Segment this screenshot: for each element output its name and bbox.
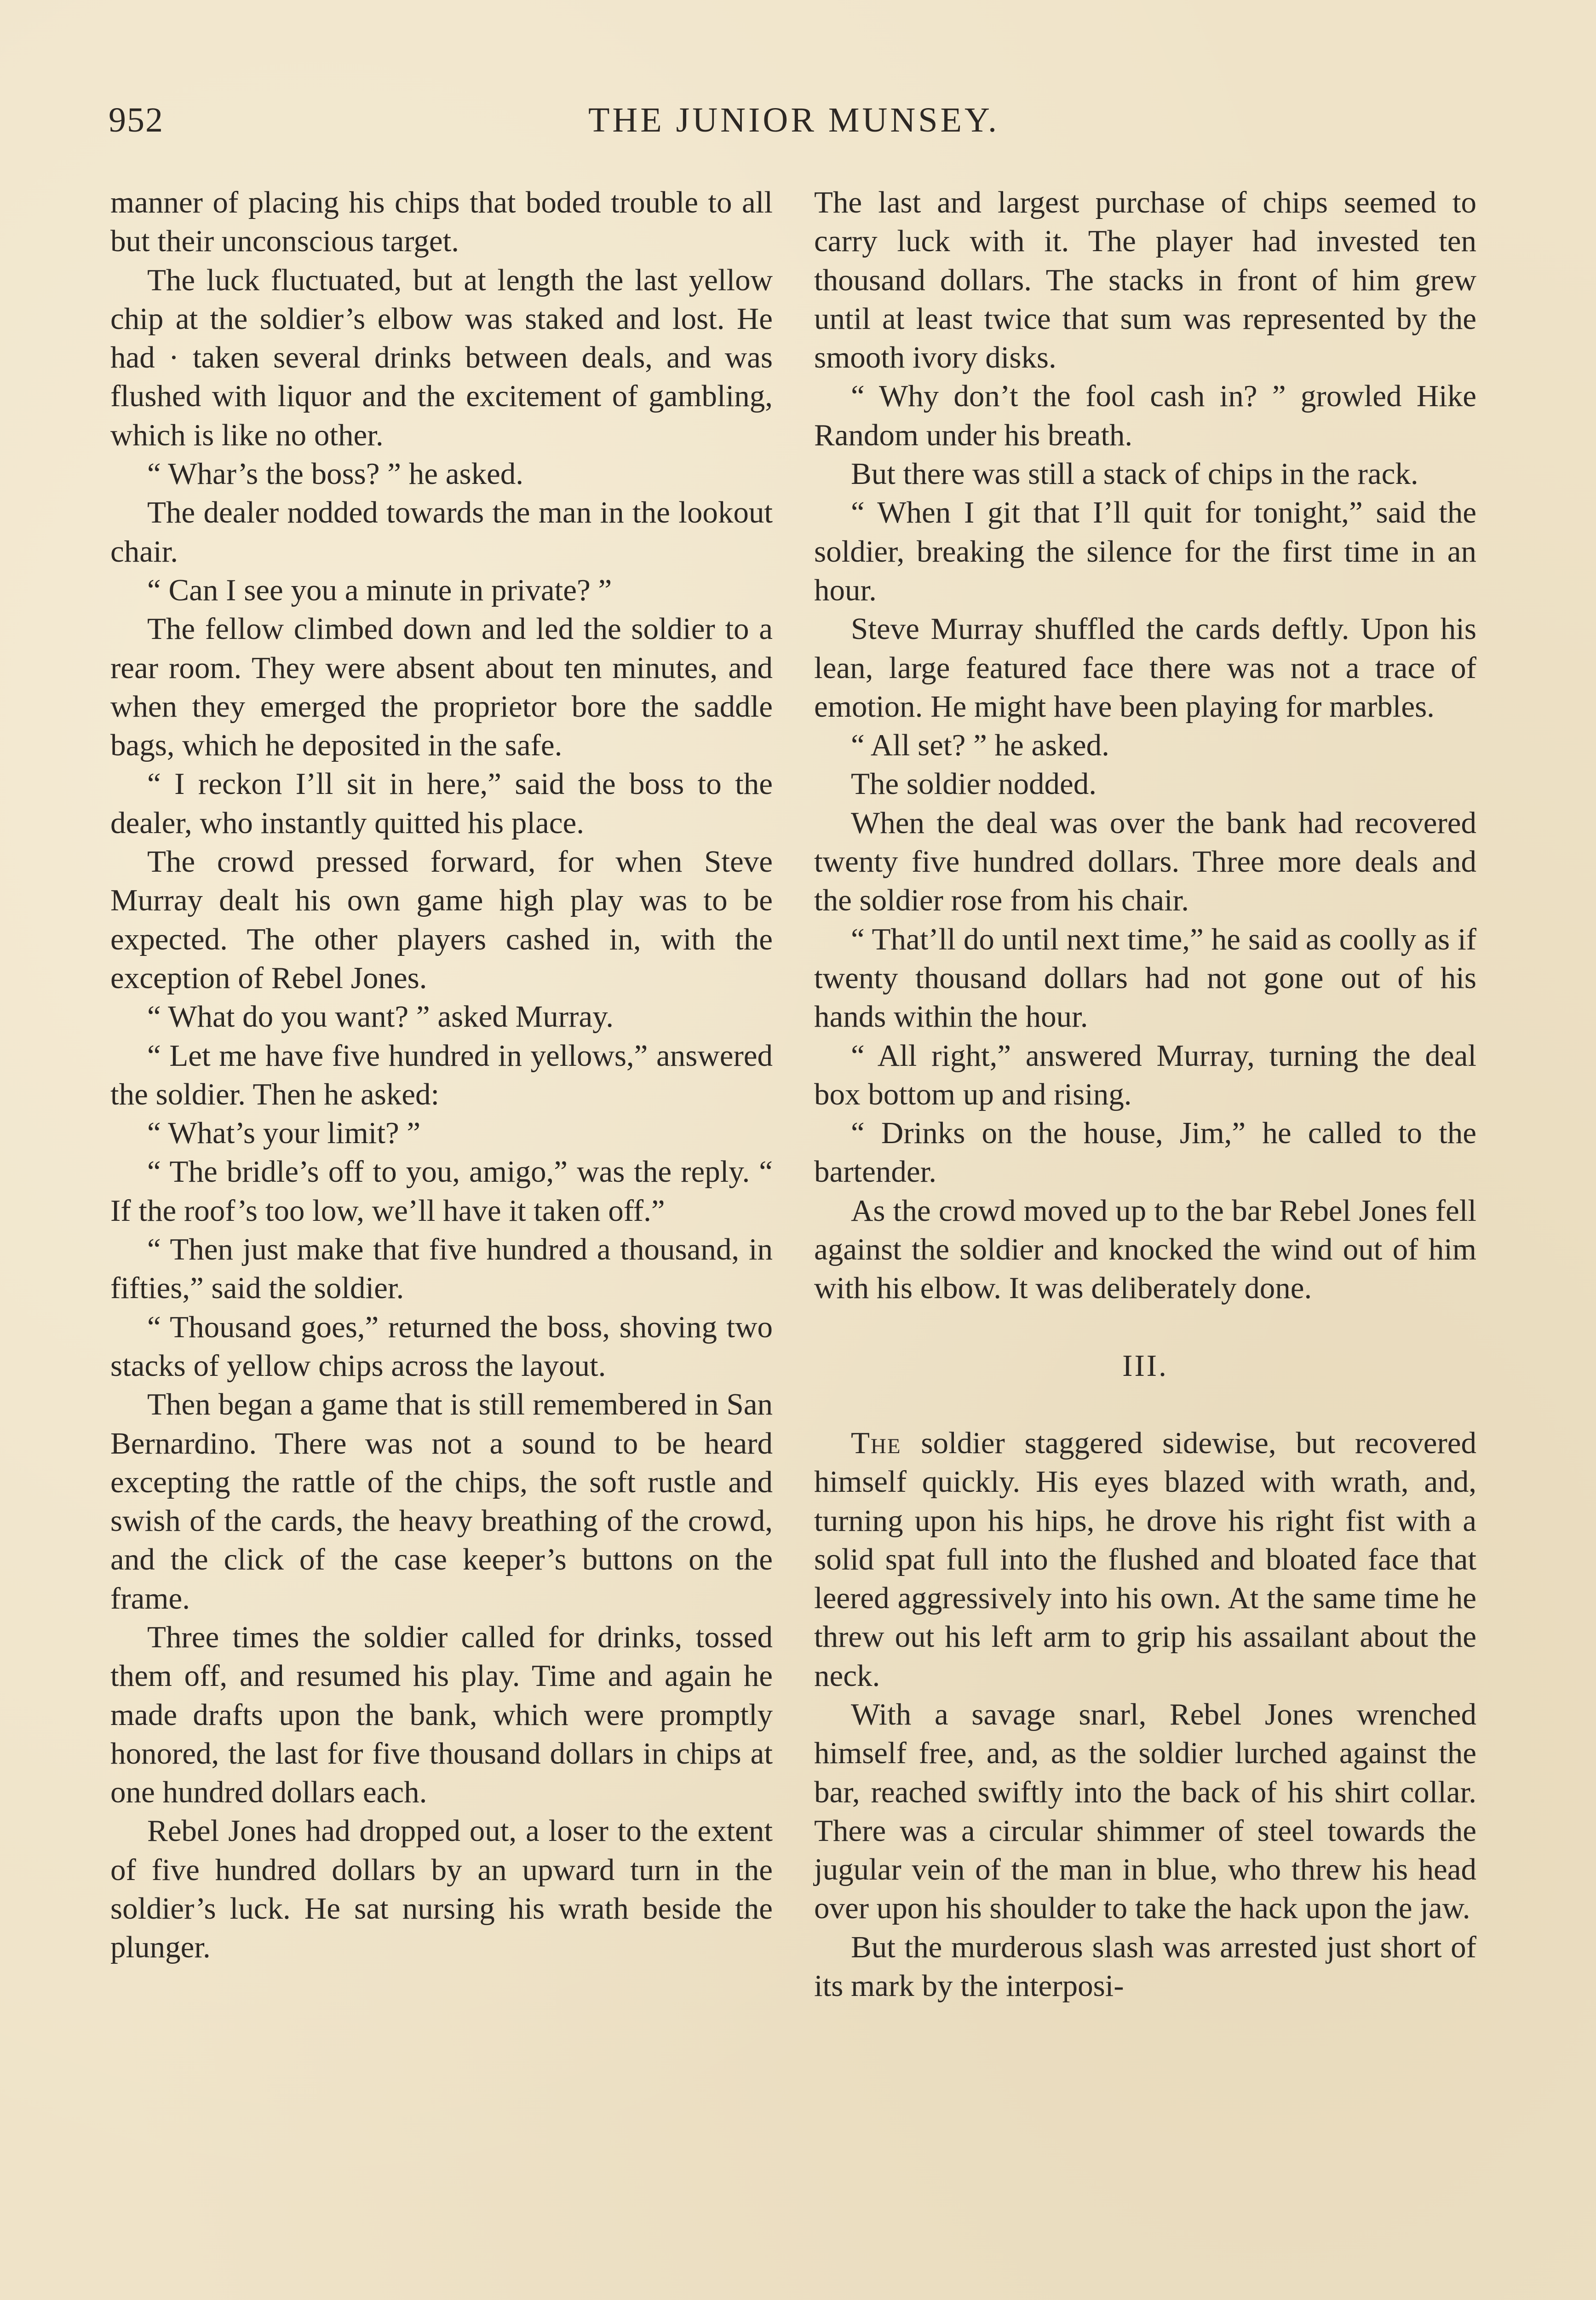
paragraph: “ Whar’s the boss? ” he asked.	[147, 457, 524, 491]
paragraph: “ Why don’t the fool cash in? ” growled Hike Random under his breath.	[814, 379, 1476, 452]
section-heading: III.	[1122, 1348, 1168, 1383]
paragraph: But there was still a stack of chips in the rack.	[851, 457, 1418, 491]
paragraph: Rebel Jones had dropped out, a loser to the extent of five hundred dollars by an upward turn in the soldier’s luck. He sat nursing his wrath beside the plunger.	[110, 1814, 773, 1965]
page-number: 952	[109, 101, 164, 139]
paragraph: “ That’ll do until next time,” he said as coolly as if twenty thousand dollars had not gone out of his hands within the hour.	[814, 922, 1476, 1034]
paragraph: “ What’s your limit? ”	[147, 1116, 421, 1150]
paragraph: As the crowd moved up to the bar Rebel Jones fell against the soldier and knocked the wind out of him with his elbow. It was deliberately done.	[814, 1193, 1476, 1305]
paragraph: When the deal was over the bank had recovered twenty five hundred dollars. Three more deals and the soldier rose from his chair.	[814, 805, 1476, 918]
paragraph: “ What do you want? ” asked Murray.	[147, 1000, 614, 1034]
paragraph: The luck fluctuated, but at length the last yellow chip at the soldier’s elbow was staked and lost. He had · taken several drinks between deals, and was flushed with liquor and the excitement of gambling, which is like no other.	[110, 263, 773, 452]
paragraph: “ All right,” answered Murray, turning the deal box bottom up and rising.	[814, 1038, 1476, 1111]
paragraph: “ Let me have five hundred in yellows,” answered the soldier. Then he asked:	[110, 1038, 773, 1111]
drop-word: The	[851, 1426, 901, 1460]
paragraph: Then began a game that is still remembered in San Bernardino. There was not a sound to be heard excepting the rattle of the chips, the soft rustle and swish of the cards, the heavy breathing of the crowd, and the click of the case keeper’s buttons on the frame.	[110, 1387, 773, 1616]
paragraph: The soldier nodded.	[851, 767, 1097, 801]
paragraph: “ I reckon I’ll sit in here,” said the boss to the dealer, who instantly quitted his place.	[110, 767, 773, 840]
running-head: THE JUNIOR MUNSEY.	[588, 101, 1000, 139]
opening-text: soldier staggered sidewise, but recovered himself quickly. His eyes blazed with wrath, and, turning upon his hips, he drove his right fist with a solid spat full into the flushed and bloated face that leered aggressively into his own. At the same time he threw out his left arm to grip his assailant about the neck.	[814, 1426, 1476, 1693]
left-column	[110, 183, 773, 1967]
paragraph: The fellow climbed down and led the soldier to a rear room. They were absent about ten minutes, and when they emerged the proprietor bore the saddle bags, which he deposited in the safe.	[110, 612, 773, 763]
paragraph: manner of placing his chips that boded trouble to all but their unconscious target.	[110, 185, 773, 259]
paragraph: “ Can I see you a minute in private? ”	[147, 573, 612, 607]
page-header	[109, 100, 1479, 146]
paragraph: The crowd pressed forward, for when Steve Murray dealt his own game high play was to be expected. The other players cashed in, with the exception of Rebel Jones.	[110, 845, 773, 995]
paragraph: “ Then just make that five hundred a thousand, in fifties,” said the soldier.	[110, 1232, 773, 1305]
paragraph: “ When I git that I’ll quit for tonight,” said the soldier, breaking the silence for the first time in an hour.	[814, 495, 1476, 607]
paragraph: “ All set? ” he asked.	[851, 728, 1109, 763]
paragraph: The last and largest purchase of chips seemed to carry luck with it. The player had invested ten thousand dollars. The stacks in front of him grew until at least twice that sum was represented by the smooth ivory disks.	[814, 185, 1476, 375]
right-column	[814, 183, 1476, 2005]
paragraph: “ Thousand goes,” returned the boss, shoving two stacks of yellow chips across the layout.	[110, 1310, 773, 1383]
section-opening-paragraph	[814, 1424, 1476, 1695]
paragraph: “ The bridle’s off to you, amigo,” was the reply. “ If the roof’s too low, we’ll have it taken off.”	[110, 1155, 773, 1228]
paragraph: But the murderous slash was arrested just short of its mark by the interposi-	[814, 1930, 1476, 2003]
paragraph: Steve Murray shuffled the cards deftly. Upon his lean, large featured face there was not a trace of emotion. He might have been playing for marbles.	[814, 612, 1476, 724]
paragraph: With a savage snarl, Rebel Jones wrenched himself free, and, as the soldier lurched against the bar, reached swiftly into the back of his shirt collar. There was a circular shimmer of steel towards the jugular vein of the man in blue, who threw his head over upon his shoulder to take the hack upon the jaw.	[814, 1697, 1476, 1926]
paragraph: Three times the soldier called for drinks, tossed them off, and resumed his play. Time and again he made drafts upon the bank, which were promptly honored, the last for five thousand dollars in chips at one hundred dollars each.	[110, 1620, 773, 1810]
paragraph: The dealer nodded towards the man in the lookout chair.	[110, 495, 773, 569]
paragraph: “ Drinks on the house, Jim,” he called to the bartender.	[814, 1116, 1476, 1189]
